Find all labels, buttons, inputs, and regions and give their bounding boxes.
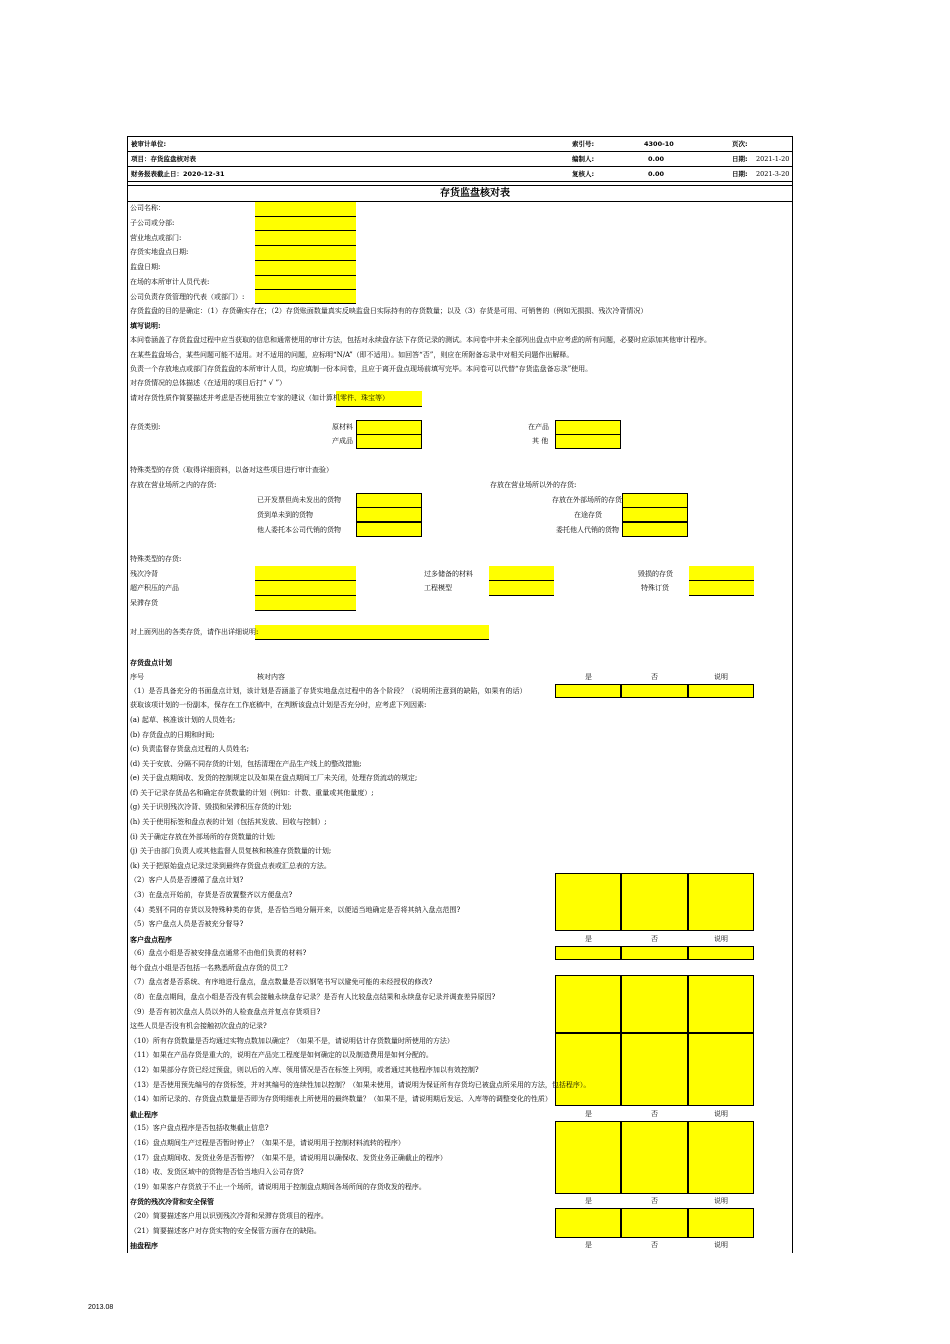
special-inv-label: 特殊类型的存货（取得详细资料，以备对这些项目进行审计查验）	[130, 466, 333, 474]
header-row-line-3	[127, 181, 793, 182]
out-premises-label: 存放在营业场所以外的存货:	[490, 481, 577, 489]
info-line-1	[255, 216, 356, 217]
cutoff-row-3: （17）盘点期间收、发货业务是否暂停？（如果不是，请说明用以确保收、发货业务正确截止的程序）	[130, 1154, 447, 1162]
inv-categories-label: 存货类别:	[130, 423, 161, 431]
info-line-6	[255, 289, 356, 290]
info-line-5	[255, 275, 356, 276]
info-line-4	[255, 260, 356, 261]
plan-row-15: （3）在盘点开始前，存货是否放置整齐以方便盘点?	[130, 891, 293, 899]
count-row-1: （6）盘点小组是否被安排盘点通常不由他们负责的材料?	[130, 949, 307, 957]
count-title: 客户盘点程序	[130, 935, 172, 944]
q20-21-yes-cell[interactable]	[555, 1208, 621, 1238]
sample-col-yes: 是	[585, 1241, 592, 1249]
nature-line	[336, 406, 422, 407]
count-row-11: （14）如所记录的、存货盘点数量是否即为存货明细表上所使用的最终数量？（如果不是，请说明期后发运、入库等的调整变化的性质）	[130, 1095, 552, 1103]
count-row-3: （7）盘点者是否系统、有序地进行盘点，盘点数量是否以钢笔书写以避免可能的未经授权的修改?	[130, 978, 433, 986]
special-left-line-1	[255, 580, 356, 581]
obsolete-col-note: 说明	[714, 1197, 728, 1205]
info-line-7	[255, 303, 356, 304]
q1-note-cell[interactable]	[688, 684, 754, 698]
header-row-line-2	[127, 166, 793, 167]
other-checkbox[interactable]	[555, 434, 621, 449]
note-3: 负责一个存放地点或部门存货监盘的本所审计人员，均应填制一份本问卷，且应于离开盘点现场前填写完毕。本问卷可以代替“存货监盘备忘录”使用。	[130, 365, 593, 373]
special-right-2: 特殊订货	[641, 584, 669, 592]
q15-19-no-cell[interactable]	[621, 1121, 688, 1194]
q10-14-no-cell[interactable]	[621, 1033, 688, 1106]
purpose-text: 存货监盘的目的是确定：（1）存货确实存在；（2）存货账面数量真实反映监盘日实际持有的存货数量；以及（3）存货是可用、可销售的（例如无损损、残次冷背情况）	[130, 307, 648, 315]
plan-row-6: (d) 关于安放、分隔不同存货的计划，包括清理在产品生产线上的整改措施;	[130, 760, 362, 768]
q1-no-cell[interactable]	[621, 684, 688, 698]
plan-row-1: （1）是否具备充分的书面盘点计划，该计划是否涵盖了存货实地盘点过程中的各个阶段？（说明所注意到的缺陷，如果有的话）	[130, 687, 527, 695]
out-item-1: 存放在外部场所的存货	[552, 496, 622, 504]
info-line-2	[255, 230, 356, 231]
q15-19-yes-cell[interactable]	[555, 1121, 621, 1194]
special-left-1: 残次冷背	[130, 570, 158, 578]
prepared-value: 0.00	[648, 155, 665, 163]
q6-no-cell[interactable]	[621, 946, 688, 960]
special-mid-2-input[interactable]	[489, 581, 554, 595]
in-item-2: 货到单未到的货物	[257, 511, 313, 519]
explain-prompt: 对上面列出的各类存货，请作出详细说明:	[130, 628, 259, 636]
cutoff-row-5: （19）如果客户存货放于不止一个场所，请说明用于控制盘点期间各场所间的存货收发的程序。	[130, 1183, 426, 1191]
plan-row-14: （2）客户人员是否遵循了盘点计划?	[130, 876, 244, 884]
q20-21-no-cell[interactable]	[621, 1208, 688, 1238]
out-item-2-checkbox[interactable]	[622, 507, 688, 522]
note-1: 本问卷涵盖了存货监盘过程中应当获取的信息和通常使用的审计方法，包括对永续盘存法下存货记录的测试。本问卷中并未全部列出盘点中应考虑的所有问题，必要时应添加其他审计程序。	[130, 336, 711, 344]
special-mid-1: 过多储备的材料	[424, 570, 473, 578]
plan-row-9: (g) 关于识别残次冷背、毁损和呆滞积压存货的计划;	[130, 803, 292, 811]
in-premises-label: 存放在营业场所之内的存货:	[130, 481, 217, 489]
plan-row-3: (a) 起草、核准该计划的人员姓名;	[130, 716, 236, 724]
note-4: 对存货情况的总体描述（在适用的项目后打“ √ ”）	[130, 379, 287, 387]
category-raw-material: 原材料	[332, 423, 353, 431]
obsolete-row-2: （21）简要描述客户对存货实物的安全保管方面存在的缺陷。	[130, 1227, 321, 1235]
special-left-3: 呆滞存货	[130, 599, 158, 607]
out-item-1-checkbox[interactable]	[622, 493, 688, 508]
plan-row-8: (f) 关于记录存货品名和确定存货数量的计划（例如：计数、重量或其他量度）;	[130, 789, 374, 797]
cutoff-row-4: （18）收、发货区域中的货物是否恰当地归入公司存货?	[130, 1168, 304, 1176]
plan-row-12: (j) 关于由部门负责人或其他监督人员复核和核准存货数量的计划;	[130, 847, 332, 855]
q2-5-no-cell[interactable]	[621, 873, 688, 931]
cutoff-title: 截止程序	[130, 1110, 158, 1119]
special-right-2-input[interactable]	[689, 581, 754, 595]
audit-unit-label: 被审计单位:	[131, 140, 167, 148]
in-item-3-checkbox[interactable]	[356, 522, 422, 537]
title-top-line	[127, 185, 793, 186]
q10-14-yes-cell[interactable]	[555, 1033, 621, 1106]
plan-row-2: 获取该项计划的一份副本，保存在工作底稿中，在判断该盘点计划是否充分时，应考虑下列因素:	[130, 701, 427, 709]
cutoff-col-note: 说明	[714, 1110, 728, 1118]
reviewed-value: 0.00	[648, 170, 665, 178]
count-row-10: （13）是否使用预先编号的存货标签，并对其编号的连续性加以控制？（如果未使用，请说明为保证所有存货均已被盘点所采用的方法，包括程序）。	[130, 1081, 591, 1089]
reviewed-label: 复核人:	[572, 170, 595, 178]
info-label-count-date: 存货实地盘点日期:	[130, 248, 189, 256]
count-row-6: 这些人员是否没有机会接触初次盘点的记录?	[130, 1022, 267, 1030]
special-right-1: 毁损的存货	[638, 570, 673, 578]
special-right-1-input[interactable]	[689, 566, 754, 580]
note-5: 请对存货性质作简要描述并考虑是否使用独立专家的建议（如计算机零件、珠宝等）	[130, 394, 389, 402]
plan-row-11: (i) 关于确定存放在外部场所的存货数量的计划;	[130, 833, 276, 841]
date1-label: 日期:	[732, 155, 748, 163]
info-label-company: 公司名称：	[130, 204, 165, 212]
count-row-7: （10）所有存货数量是否均通过实物点数加以确定？（如果不是，请说明估计存货数量时所使用的方法）	[130, 1037, 454, 1045]
date2-label: 日期:	[732, 170, 748, 178]
in-item-1-checkbox[interactable]	[356, 493, 422, 508]
special-left-1-input[interactable]	[255, 566, 356, 580]
plan-row-13: (k) 关于把原始盘点记录过录到最终存货盘点表或汇总表的方法。	[130, 862, 331, 870]
count-row-2: 每个盘点小组是否包括一名熟悉所盘点存货的员工?	[130, 964, 288, 972]
auditor-input[interactable]	[255, 276, 356, 290]
explain-input[interactable]	[255, 625, 489, 639]
category-other: 其 他	[532, 437, 549, 445]
q7-9-note-cell[interactable]	[688, 975, 754, 1033]
in-item-3: 他人委托本公司代销的货物	[257, 526, 341, 534]
in-item-1: 已开发票但尚未发出的货物	[257, 496, 341, 504]
date1-value: 2021-1-20	[756, 155, 790, 163]
subsidiary-input[interactable]	[255, 217, 356, 231]
q2-5-note-cell[interactable]	[688, 873, 754, 931]
footer-version: 2013.08	[88, 1304, 114, 1311]
plan-row-17: （5）客户盘点人员是否被充分督导?	[130, 920, 244, 928]
index-value: 4300-10	[644, 140, 674, 148]
wip-checkbox[interactable]	[555, 420, 621, 435]
obsolete-col-no: 否	[651, 1197, 658, 1205]
date2-value: 2021-3-20	[756, 170, 790, 178]
project-label: 项目：存货监盘核对表	[131, 155, 196, 163]
plan-row-5: (c) 负责监督存货盘点过程的人员姓名;	[130, 745, 249, 753]
special-mid-2: 工程模型	[424, 584, 452, 592]
special-right-line-1	[689, 580, 754, 581]
header-row-line-1	[127, 151, 793, 152]
out-item-2: 在途存货	[574, 511, 602, 519]
obsolete-col-yes: 是	[585, 1197, 592, 1205]
count-row-9: （12）如果部分存货已经过预盘，则以后的入库、领用情况是否在标签上列明，或者通过其他程序加以有效控制?	[130, 1066, 479, 1074]
special-left-3-input[interactable]	[255, 596, 356, 610]
special-mid-line-1	[489, 580, 554, 581]
sample-col-no: 否	[651, 1241, 658, 1249]
special-left-2-input[interactable]	[255, 581, 356, 595]
raw-material-checkbox[interactable]	[356, 420, 422, 435]
plan-row-4: (b) 存货盘点的日期和时间;	[130, 731, 215, 739]
category-wip: 在产品	[528, 423, 549, 431]
info-line-3	[255, 245, 356, 246]
plan-title: 存货盘点计划	[130, 658, 172, 667]
info-label-subsidiary: 子公司或分部:	[130, 219, 175, 227]
out-item-3: 委托他人代销的货物	[556, 526, 619, 534]
index-label: 索引号:	[572, 140, 595, 148]
q2-5-yes-cell[interactable]	[555, 873, 621, 931]
plan-row-10: (h) 关于使用标签和盘点表的计划（包括其发放、回收与控制）;	[130, 818, 327, 826]
q10-14-note-cell[interactable]	[688, 1033, 754, 1106]
in-item-2-checkbox[interactable]	[356, 507, 422, 522]
special-right-line-2	[689, 595, 754, 596]
count-row-8: （11）如果在产品存货是重大的，说明在产品完工程度是如何确定的以及制造费用是如何分配的。	[130, 1051, 433, 1059]
obsolete-row-1: （20）简要描述客户用以识别残次冷背和呆滞存货项目的程序。	[130, 1212, 328, 1220]
explain-line	[255, 639, 489, 640]
sample-col-note: 说明	[714, 1241, 728, 1249]
page-title: 存货监盘核对表	[440, 188, 510, 199]
q7-9-yes-cell[interactable]	[555, 975, 621, 1033]
info-label-location: 营业地点或部门:	[130, 234, 182, 242]
cutoff-row-2: （16）盘点期间生产过程是否暂时停止？（如果不是，请说明用于控制材料流转的程序）	[130, 1139, 405, 1147]
q15-19-note-cell[interactable]	[688, 1121, 754, 1194]
count-col-no: 否	[651, 935, 658, 943]
info-label-observe-date: 监盘日期:	[130, 263, 161, 271]
count-date-input[interactable]	[255, 246, 356, 260]
sample-title: 抽盘程序	[130, 1241, 158, 1250]
out-item-3-checkbox[interactable]	[622, 522, 688, 537]
fill-notes-title: 填写说明:	[130, 321, 161, 330]
q20-21-note-cell[interactable]	[688, 1208, 754, 1238]
special-left-line-2	[255, 595, 356, 596]
q6-note-cell[interactable]	[688, 946, 754, 960]
page-right-border	[792, 185, 793, 1253]
page-label: 页次:	[732, 140, 748, 148]
plan-row-16: （4）类别不同的存货以及特殊种类的存货，是否恰当地分隔开来，以便适当地确定是否将其纳入盘点范围?	[130, 906, 461, 914]
plan-row-7: (e) 关于盘点期间收、发货的控制规定以及如果在盘点期间工厂未关闭，处理存货流动的规定;	[130, 774, 418, 782]
prepared-label: 编制人:	[572, 155, 595, 163]
title-bottom-line	[127, 201, 793, 202]
special-mid-line-2	[489, 595, 554, 596]
col-no2-header: 否	[651, 673, 658, 681]
col-content-header: 核对内容	[257, 673, 285, 681]
special-left-line-3	[255, 610, 356, 611]
q1-yes-cell[interactable]	[555, 684, 621, 698]
count-col-yes: 是	[585, 935, 592, 943]
finished-goods-checkbox[interactable]	[356, 434, 422, 449]
col-yes-header: 是	[585, 673, 592, 681]
special-mid-1-input[interactable]	[489, 566, 554, 580]
header-right-border	[792, 136, 793, 186]
count-row-4: （8）在盘点期间，盘点小组是否没有机会接触永续盘存记录？是否有人比较盘点结果和永续盘存记录并调查差异原因?	[130, 993, 496, 1001]
q7-9-no-cell[interactable]	[621, 975, 688, 1033]
observe-date-input[interactable]	[255, 261, 356, 275]
special-left-2: 超产积压的产品	[130, 584, 179, 592]
location-input[interactable]	[255, 231, 356, 245]
count-col-note: 说明	[714, 935, 728, 943]
note-2: 在某些监盘场合，某些问题可能不适用。对不适用的问题，应标明“N/A”（即不适用）。如回答“否”，则应在所附备忘录中对相关问题作出解释。	[130, 351, 574, 359]
cutoff-row-1: （15）客户盘点程序是否包括收集截止信息?	[130, 1124, 269, 1132]
category-finished-goods: 产成品	[332, 437, 353, 445]
report-date-label: 财务报表截止日：2020-12-31	[131, 170, 225, 178]
count-row-5: （9）是否有初次盘点人员以外的人检查盘点并复点存货项目?	[130, 1008, 321, 1016]
col-note-header: 说明	[714, 673, 728, 681]
page-left-border	[127, 136, 128, 1253]
col-no-header: 序号	[130, 673, 144, 681]
company-rep-input[interactable]	[255, 290, 356, 303]
company-name-input[interactable]	[255, 202, 356, 216]
info-label-company-rep: 公司负责存货管理的代表（或部门）:	[130, 293, 245, 301]
header-top-border	[127, 136, 793, 137]
obsolete-title: 存货的残次冷背和安全保管	[130, 1197, 214, 1206]
special-inv-label-2: 特殊类型的存货:	[130, 555, 182, 563]
info-label-auditor: 在场的本所审计人员代表:	[130, 278, 210, 286]
cutoff-col-yes: 是	[585, 1110, 592, 1118]
cutoff-col-no: 否	[651, 1110, 658, 1118]
q6-yes-cell[interactable]	[555, 946, 621, 960]
